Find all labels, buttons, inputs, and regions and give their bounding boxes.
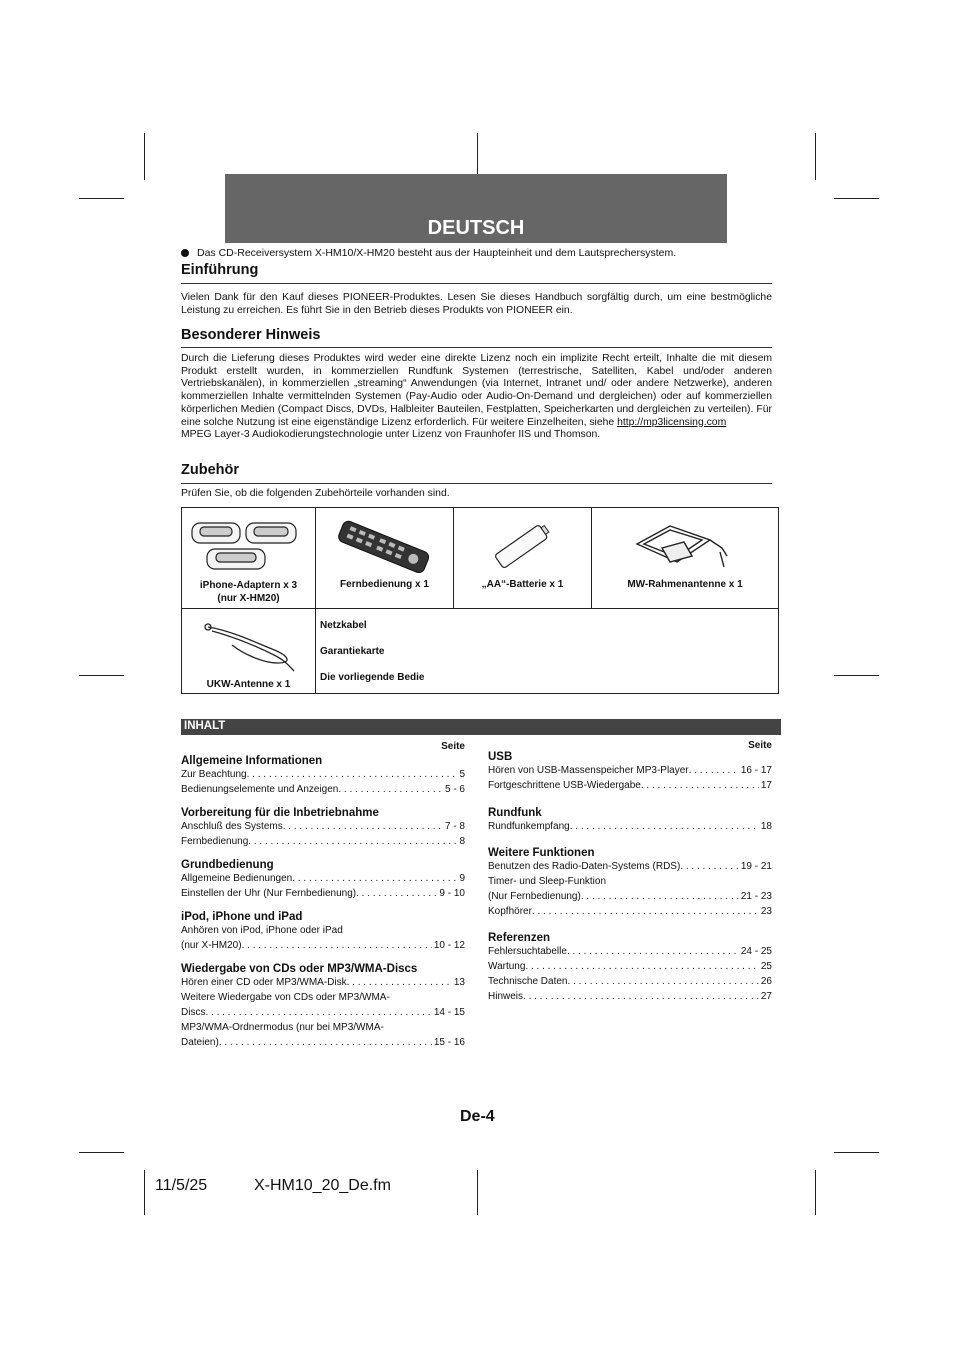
mw-antenna-illustration (592, 512, 778, 576)
crop-mark (815, 1170, 816, 1215)
toc-entry[interactable]: Benutzen des Radio-Daten-Systems (RDS) . . . 19 - 21 (488, 859, 772, 874)
toc-entry[interactable]: Anschluß des Systems . . . 7 - 8 (181, 819, 465, 834)
fm-antenna-label: UKW-Antenne x 1 (206, 679, 291, 690)
toc-page-label: Seite (748, 740, 772, 751)
toc-entry[interactable]: Hinweis . . . 27 (488, 989, 772, 1004)
hinweis-text (181, 353, 772, 442)
crop-mark (144, 1170, 145, 1215)
hinweis-body: Durch die Lieferung dieses Produktes wird weder eine direkte Lizenz noch ein implizite Recht erteilt, Inhalte die mit diesem Produkt erstellt wurden, in kommerziellen Rundfunk Systemen (terrestrische, Satelliten, Kabel und/oder anderen Vertriebskanälen), in kommerziellen „streaming“ Anwendungen (via Internet, Intranet und/ oder andere Netzwerke), anderen kommerziellen Inhalte vermittelnden Systemen (Pay-Audio oder Audio-On-Demand und dergleichen) oder auf kommerziellen körperlichen Medien (Compact Discs, DVDs, Halbleiter Bauteilen, Festplatten, Speicherkarten und dergleichen zu verteilen). Für eine solche Nutzung ist eine eigenständige Lizenz erforderlich. Für weitere Einzelheiten, siehe (181, 353, 772, 428)
toc-right-column (488, 740, 772, 1004)
bullet-icon (181, 249, 189, 257)
divider (181, 483, 772, 484)
adapter-label-line2: (nur X-HM20) (217, 593, 280, 604)
toc-heading: USB (488, 751, 513, 763)
toc-heading: Grundbedienung (181, 859, 274, 871)
accessories-table (181, 507, 779, 694)
battery-illustration (454, 514, 591, 578)
accessory-item-bedienungsanleitung: Die vorliegende Bedie (320, 672, 425, 683)
accessory-cell-adapter (182, 508, 316, 609)
toc-entry[interactable]: Hören einer CD oder MP3/WMA-Disk . . . 13 (181, 975, 465, 990)
toc-entry-text[interactable]: Timer- und Sleep-Funktion (488, 876, 607, 887)
remote-label: Fernbedienung x 1 (340, 579, 429, 590)
adapter-label-line1: iPhone-Adaptern x 3 (199, 580, 298, 591)
toc-entry[interactable]: Allgemeine Bedienungen . . . 9 (181, 871, 465, 886)
crop-mark (834, 1152, 879, 1153)
accessory-item-garantiekarte: Garantiekarte (320, 646, 385, 657)
crop-mark (834, 675, 879, 676)
toc-entry[interactable]: Technische Daten . . . 26 (488, 974, 772, 989)
toc-title-bar (181, 719, 781, 735)
toc-heading: Allgemeine Informationen (181, 755, 323, 767)
toc-entry-text[interactable]: MP3/WMA-Ordnermodus (nur bei MP3/WMA- (181, 1022, 384, 1033)
language-banner (225, 174, 727, 243)
crop-mark (834, 198, 879, 199)
crop-mark (79, 675, 124, 676)
battery-label: „AA“-Batterie x 1 (481, 579, 564, 590)
accessory-list-cell (316, 609, 779, 694)
toc-title: INHALT (184, 720, 226, 732)
accessory-cell-mw-antenna (592, 508, 779, 609)
crop-mark (477, 1170, 478, 1215)
license-link[interactable]: http://mp3licensing.com (617, 416, 727, 428)
toc-entry-text[interactable]: Weitere Wiedergabe von CDs oder MP3/WMA- (181, 992, 390, 1003)
toc-heading: Rundfunk (488, 807, 542, 819)
toc-entry[interactable]: Fehlersuchtabelle . . . 24 - 25 (488, 944, 772, 959)
einfuehrung-text: Vielen Dank für den Kauf dieses PIONEER-Produktes. Lesen Sie dieses Handbuch sorgfältig durch, um eine bestmögliche Leistung zu erreichen. Es führt Sie in den Betrieb dieses Produkts von PIONEER ein. (181, 292, 772, 316)
divider (181, 347, 772, 348)
intro-note (181, 247, 676, 259)
toc-entry[interactable]: Fortgeschrittene USB-Wiedergabe . . . 17 (488, 778, 772, 793)
toc-entry[interactable]: (nur X-HM20) . . . 10 - 12 (181, 938, 465, 953)
accessory-cell-remote (316, 508, 454, 609)
hinweis-mpeg: MPEG Layer-3 Audiokodierungstechnologie unter Lizenz von Fraunhofer IIS und Thomson. (181, 429, 601, 441)
toc-left-column (181, 741, 465, 1050)
toc-entry[interactable]: Dateien) . . . 15 - 16 (181, 1035, 465, 1050)
footer-date: 11/5/25 (155, 1177, 208, 1194)
crop-mark (815, 133, 816, 180)
iphone-adapter-illustration (182, 513, 315, 573)
page-number: De-4 (460, 1108, 495, 1125)
crop-mark (144, 133, 145, 180)
toc-entry[interactable]: Fernbedienung . . . 8 (181, 834, 465, 849)
fm-antenna-illustration (182, 613, 315, 675)
crop-mark (79, 198, 124, 199)
zubehoer-text: Prüfen Sie, ob die folgenden Zubehörteile vorhanden sind. (181, 488, 450, 499)
heading-zubehoer: Zubehör (181, 462, 239, 478)
crop-mark (477, 133, 478, 180)
toc-heading: Vorbereitung für die Inbetriebnahme (181, 807, 379, 819)
toc-entry[interactable]: Kopfhörer . . . 23 (488, 904, 772, 919)
heading-einfuehrung: Einführung (181, 262, 259, 278)
page-title: DEUTSCH (427, 217, 525, 239)
toc-entry[interactable]: Bedienungselemente und Anzeigen . . . 5 - 6 (181, 782, 465, 797)
crop-mark (79, 1152, 124, 1153)
toc-heading: Weitere Funktionen (488, 847, 595, 859)
toc-heading: Referenzen (488, 932, 550, 944)
remote-control-illustration (316, 514, 453, 578)
accessory-item-netzkabel: Netzkabel (320, 620, 367, 631)
divider (181, 283, 772, 284)
toc-entry[interactable]: Wartung . . . 25 (488, 959, 772, 974)
toc-entry[interactable]: Hören von USB-Massenspeicher MP3-Player . . . 16 - 17 (488, 763, 772, 778)
mw-antenna-label: MW-Rahmenantenne x 1 (627, 579, 743, 590)
toc-entry[interactable]: (Nur Fernbedienung) . . . 21 - 23 (488, 889, 772, 904)
toc-entry[interactable]: Discs . . . 14 - 15 (181, 1005, 465, 1020)
toc-entry[interactable]: Zur Beachtung . . . 5 (181, 767, 465, 782)
toc-heading: iPod, iPhone und iPad (181, 911, 303, 923)
toc-entry-text[interactable]: Anhören von iPod, iPhone oder iPad (181, 925, 343, 936)
heading-hinweis: Besonderer Hinweis (181, 327, 321, 343)
toc-page-label: Seite (441, 741, 465, 752)
toc-entry[interactable]: Einstellen der Uhr (Nur Fernbedienung) . . . 9 - 10 (181, 886, 465, 901)
adapter-label (182, 579, 315, 605)
toc-heading: Wiedergabe von CDs oder MP3/WMA-Discs (181, 963, 418, 975)
intro-note-text: Das CD-Receiversystem X-HM10/X-HM20 besteht aus der Haupteinheit und dem Lautsprechersystem. (197, 247, 677, 259)
footer-filename: X-HM10_20_De.fm (254, 1177, 391, 1194)
toc-entry[interactable]: Rundfunkempfang . . . 18 (488, 819, 772, 834)
accessory-cell-fm-antenna (182, 609, 316, 694)
accessory-cell-battery (454, 508, 592, 609)
